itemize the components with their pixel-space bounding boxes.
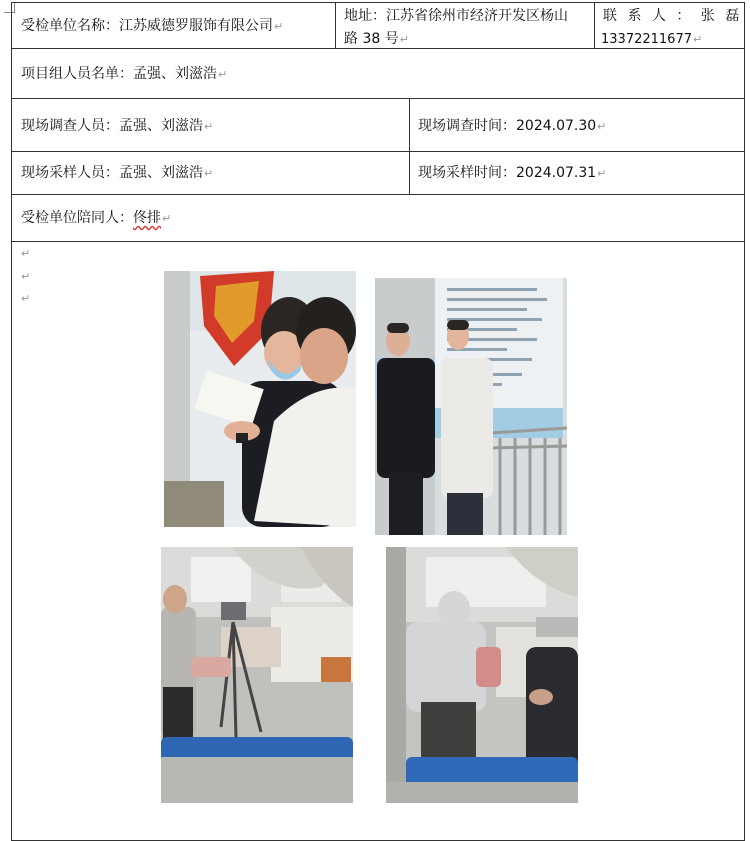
paragraph-mark: ↵ [21,270,31,283]
contact-person: 联 系 人 ： 张 磊 [603,8,740,24]
companion-cell [11,194,745,242]
site-photo-4 [386,547,578,803]
sampling-time-text: 现场采样时间：2024.07.31↵ [418,165,607,181]
investigation-time-cell [409,98,745,152]
sampling-time-cell [409,151,745,195]
address-line-2: 路 38 号↵ [344,31,409,47]
unit-name-text: 受检单位名称：江苏威德罗服饰有限公司↵ [21,18,284,34]
companion-text: 受检单位陪同人：佟排↵ [21,210,172,226]
address-line-1: 地址：江苏省徐州市经济开发区杨山 [344,8,568,24]
companion-name: 佟排 [133,210,161,226]
paragraph-mark: ↵ [21,247,31,260]
investigators-text: 现场调查人员：孟强、刘滋浩↵ [21,118,214,134]
investigation-time-text: 现场调查时间：2024.07.30↵ [418,118,607,134]
site-photo-1 [164,271,356,527]
address-cell [335,2,595,49]
project-team-text: 项目组人员名单：孟强、刘滋浩↵ [21,66,228,82]
unit-name-cell [11,2,336,49]
project-team-cell [11,48,745,99]
investigators-cell [11,98,410,152]
contact-phone: 13372211677↵ [601,32,703,47]
site-photo-3 [161,547,353,803]
samplers-text: 现场采样人员：孟强、刘滋浩↵ [21,165,214,181]
site-photo-2 [375,278,567,535]
contact-cell [594,2,745,49]
samplers-cell [11,151,410,195]
paragraph-mark: ↵ [21,292,31,305]
